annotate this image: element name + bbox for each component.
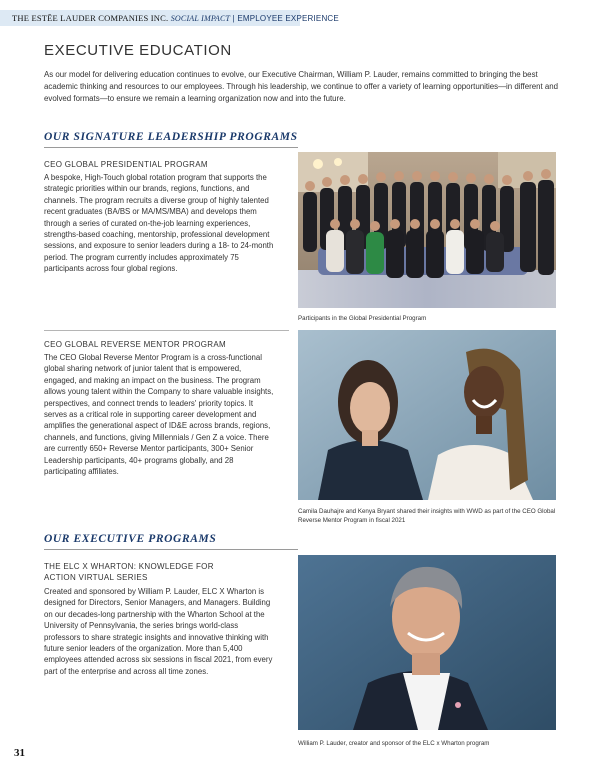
report-name: SOCIAL IMPACT	[170, 14, 231, 23]
lauder-photo-caption: William P. Lauder, creator and sponsor of the ELC x Wharton program	[298, 740, 490, 747]
presidential-photo-caption: Participants in the Global Presidential Program	[298, 315, 427, 322]
page-title: EXECUTIVE EDUCATION	[44, 42, 232, 59]
group-photo-illustration	[298, 152, 556, 308]
reverse-mentor-program-body: The CEO Global Reverse Mentor Program is a cross-functional global sharing network of junior talent that is empowered, engaged, and making an impact on the business. The program allows young talent within the Company to share valuable insights, perspectives, and connect trends to leaders' priority topics. It serves as a critical role in supporting career development and amplifies the generational aspect of ID&E across brands, regions, channels, and functions, giving Millennials / Gen Z a voice. There are currently 650+ Reverse Mentor participants, 300+ Senior Leadership participants, 40+ programs globally, and 28 participating affiliates.	[44, 353, 274, 477]
wharton-series-body: Created and sponsored by William P. Lauder, ELC X Wharton is designed for Directors, Senior Managers, and Managers. Building on our decades-long partnership with the Wharton School at the University of Pennsylvania, the series brings world-class professors to share strategic insights and innovative thinking with future senior leaders of the organization. More than 5,400 employees attended across six sessions in fiscal 2021, from every part of the enterprise and across all time zones.	[44, 587, 273, 676]
mentor-photo-illustration	[298, 330, 556, 500]
wharton-series-title	[44, 561, 214, 583]
header-text	[12, 13, 339, 23]
reverse-mentor-photo-caption: Camila Dauhajre and Kenya Bryant shared their insights with WWD as part of the CEO Global Reverse Mentor Program in fiscal 2021	[298, 508, 556, 524]
presidential-program-title: CEO GLOBAL PRESIDENTIAL PROGRAM	[44, 160, 208, 169]
executive-programs-heading: OUR EXECUTIVE PROGRAMS	[44, 533, 217, 545]
section-name: EMPLOYEE EXPERIENCE	[237, 14, 339, 23]
william-lauder-photo	[298, 555, 556, 730]
lauder-photo-illustration	[298, 555, 556, 730]
presidential-program-body: A bespoke, High-Touch global rotation program that supports the strategic priorities within our brands, regions, functions, and channels. The program recruits a diverse group of highly talented recent graduates (BA/BS or MA/MS/MBA) and develops them through a series of curated on-the-job learning experiences, strengths-based coaching, mentorship, professional development sessions, and exposure to senior leaders during a 18- to 24-month period. The program currently includes approximately 75 participants across four global regions.	[44, 173, 274, 274]
page-number: 31	[14, 747, 25, 759]
reverse-mentor-program-title: CEO GLOBAL REVERSE MENTOR PROGRAM	[44, 340, 226, 349]
wharton-title-line1: THE ELC X WHARTON: KNOWLEDGE FOR	[44, 562, 214, 571]
reverse-mentor-photo	[298, 330, 556, 500]
signature-programs-heading: OUR SIGNATURE LEADERSHIP PROGRAMS	[44, 131, 298, 143]
page-header	[0, 10, 600, 26]
executive-heading-rule	[44, 549, 298, 550]
section-divider	[44, 330, 289, 331]
wharton-title-line2: ACTION VIRTUAL SERIES	[44, 573, 148, 582]
header-separator: |	[232, 14, 235, 23]
company-name: THE ESTĒE LAUDER COMPANIES INC.	[12, 13, 169, 23]
intro-paragraph: As our model for delivering education continues to evolve, our Executive Chairman, William P. Lauder, remains committed to bringing the best academic thinking and resources to our employees. Through his leadership, we continue to offer a variety of learning opportunities—in different and evolved formats—to ensure we remain a learning organization now and into the future.	[44, 70, 559, 103]
presidential-group-photo	[298, 152, 556, 308]
signature-heading-rule	[44, 147, 298, 148]
